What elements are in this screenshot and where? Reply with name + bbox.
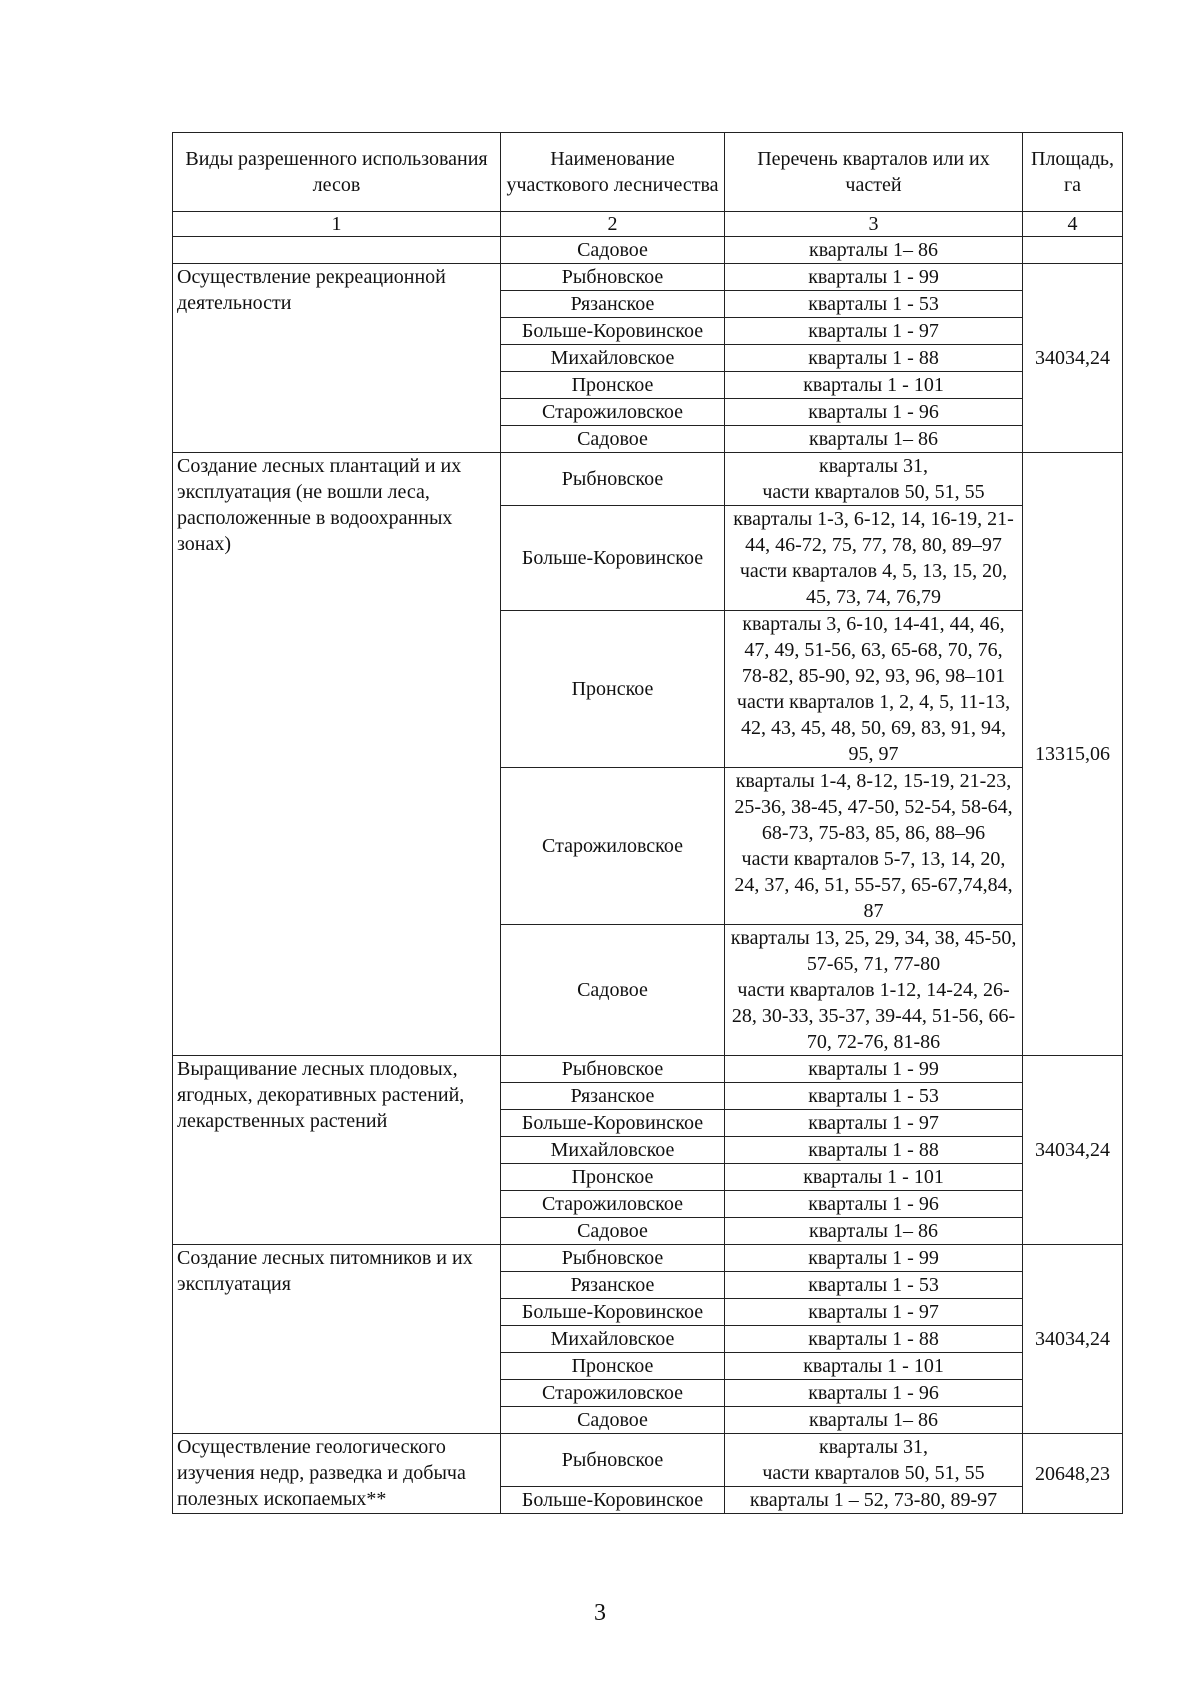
table-row [173,264,1123,291]
forestry-cell: Михайловское [501,1137,725,1164]
quarters-line: кварталы 1 - 99 [808,1247,939,1269]
quarters-line: кварталы 1 - 88 [808,1328,939,1350]
quarters-line: части кварталов 5-7, 13, 14, 20, 24, 37, 46, 51, 55-57, 65-67,74,84, 87 [734,848,1013,922]
table-row [173,1245,1123,1272]
quarters-line: части кварталов 1-12, 14-24, 26-28, 30-33, 35-37, 39-44, 51-56, 66-70, 72-76, 81-86 [731,979,1016,1053]
forestry-cell: Старожиловское [501,1380,725,1407]
column-number: 3 [725,212,1023,237]
forestry-cell: Рязанское [501,1083,725,1110]
quarters-line: части кварталов 1, 2, 4, 5, 11-13, 42, 43, 45, 48, 50, 69, 83, 91, 94, 95, 97 [736,691,1011,765]
quarters-cell [725,1191,1023,1218]
quarters-cell [725,925,1023,1056]
quarters-cell [725,1487,1023,1514]
quarters-cell [725,1056,1023,1083]
quarters-line: кварталы 1 - 99 [808,266,939,288]
quarters-cell [725,1353,1023,1380]
quarters-cell [725,453,1023,506]
quarters-cell [725,1218,1023,1245]
quarters-line: кварталы 1 - 97 [808,1112,939,1134]
quarters-cell [725,1380,1023,1407]
quarters-line: кварталы 1 - 101 [803,1355,944,1377]
forestry-cell: Старожиловское [501,768,725,925]
forestry-cell: Больше-Коровинское [501,1110,725,1137]
forestry-cell: Рыбновское [501,1056,725,1083]
column-number: 4 [1023,212,1123,237]
area-cell [1023,237,1123,264]
use-type-cell: Создание лесных питомников и их эксплуатация [173,1245,501,1434]
forestry-cell: Садовое [501,1407,725,1434]
quarters-cell [725,399,1023,426]
quarters-cell [725,1272,1023,1299]
column-number-row [173,212,1123,237]
quarters-line: кварталы 3, 6-10, 14-41, 44, 46, 47, 49, 51-56, 63, 65-68, 70, 76, 78-82, 85-90, 92, 93, 96, 98–101 [741,613,1006,687]
quarters-cell [725,291,1023,318]
forestry-cell: Рыбновское [501,1434,725,1487]
quarters-cell [725,1299,1023,1326]
forestry-cell: Старожиловское [501,1191,725,1218]
area-cell: 20648,23 [1023,1434,1123,1514]
quarters-line: кварталы 1 - 97 [808,320,939,342]
forestry-cell: Рыбновское [501,453,725,506]
quarters-line: кварталы 1 - 101 [803,1166,944,1188]
quarters-cell [725,611,1023,768]
use-type-cell: Выращивание лесных плодовых, ягодных, декоративных растений, лекарственных растений [173,1056,501,1245]
forestry-cell: Рыбновское [501,264,725,291]
forestry-cell: Михайловское [501,345,725,372]
quarters-cell [725,506,1023,611]
forestry-cell: Пронское [501,611,725,768]
quarters-line: кварталы 1 - 96 [808,1382,939,1404]
use-type-cell [173,237,501,264]
quarters-line: кварталы 1 – 52, 73-80, 89-97 [749,1489,998,1511]
forestry-cell: Больше-Коровинское [501,1487,725,1514]
forestry-cell: Михайловское [501,1326,725,1353]
quarters-cell [725,372,1023,399]
use-type-cell: Осуществление рекреационной деятельности [173,264,501,453]
forestry-cell: Рязанское [501,291,725,318]
header-row [173,133,1123,212]
column-number: 1 [173,212,501,237]
quarters-line: кварталы 1-4, 8-12, 15-19, 21-23, 25-36, 38-45, 47-50, 52-54, 58-64, 68-73, 75-83, 85, 86, 88–96 [734,770,1013,844]
quarters-cell [725,1407,1023,1434]
forestry-cell: Садовое [501,426,725,453]
quarters-cell [725,318,1023,345]
quarters-line: кварталы 1 - 53 [808,1085,939,1107]
area-cell: 34034,24 [1023,1245,1123,1434]
table-row [173,1056,1123,1083]
quarters-line: кварталы 1 - 53 [808,293,939,315]
forestry-cell: Пронское [501,372,725,399]
quarters-line: кварталы 1 - 96 [808,1193,939,1215]
forestry-cell: Пронское [501,1353,725,1380]
forestry-cell: Пронское [501,1164,725,1191]
area-cell: 13315,06 [1023,453,1123,1056]
column-number: 2 [501,212,725,237]
forestry-cell: Рязанское [501,1272,725,1299]
forestry-cell: Рыбновское [501,1245,725,1272]
continued-row [173,237,1123,264]
forestry-cell: Садовое [501,1218,725,1245]
quarters-cell: кварталы 1– 86 [725,237,1023,264]
forestry-cell: Старожиловское [501,399,725,426]
quarters-cell [725,1110,1023,1137]
quarters-cell [725,264,1023,291]
quarters-line: кварталы 31, [819,1436,928,1458]
forestry-cell: Больше-Коровинское [501,1299,725,1326]
quarters-line: кварталы 1 - 97 [808,1301,939,1323]
forestry-cell: Садовое [501,237,725,264]
page-number: 3 [594,1600,606,1626]
quarters-line: кварталы 13, 25, 29, 34, 38, 45-50, 57-65, 71, 77-80 [730,927,1017,975]
quarters-line: части кварталов 50, 51, 55 [762,481,985,503]
quarters-line: кварталы 1 - 96 [808,401,939,423]
quarters-line: кварталы 1 - 88 [808,1139,939,1161]
quarters-line: кварталы 31, [819,455,928,477]
use-type-cell: Осуществление геологического изучения недр, разведка и добыча полезных ископаемых** [173,1434,501,1514]
quarters-cell [725,768,1023,925]
table-row [173,1434,1123,1487]
quarters-line: кварталы 1 - 88 [808,347,939,369]
quarters-line: части кварталов 50, 51, 55 [762,1462,985,1484]
header-quarters-list: Перечень кварталов или их частей [725,133,1023,212]
quarters-line: части кварталов 4, 5, 13, 15, 20, 45, 73, 74, 76,79 [739,560,1008,608]
quarters-cell [725,1137,1023,1164]
forestry-cell: Больше-Коровинское [501,506,725,611]
quarters-line: кварталы 1-3, 6-12, 14, 16-19, 21-44, 46-72, 75, 77, 78, 80, 89–97 [733,508,1014,556]
forest-use-table [172,132,1123,1514]
quarters-cell [725,1164,1023,1191]
quarters-line: кварталы 1– 86 [809,1409,938,1431]
area-cell: 34034,24 [1023,264,1123,453]
quarters-cell [725,1434,1023,1487]
table-row [173,453,1123,506]
header-use-types: Виды разрешенного использования лесов [173,133,501,212]
quarters-line: кварталы 1– 86 [809,428,938,450]
quarters-cell [725,426,1023,453]
quarters-cell [725,1083,1023,1110]
forestry-cell: Садовое [501,925,725,1056]
quarters-cell [725,1245,1023,1272]
use-type-cell: Создание лесных плантаций и их эксплуатация (не вошли леса, расположенные в водоохранных зонах) [173,453,501,1056]
quarters-cell [725,1326,1023,1353]
quarters-line: кварталы 1 - 53 [808,1274,939,1296]
quarters-line: кварталы 1 - 99 [808,1058,939,1080]
header-forestry-name: Наименование участкового лесничества [501,133,725,212]
header-area: Площадь, га [1023,133,1123,212]
area-cell: 34034,24 [1023,1056,1123,1245]
quarters-cell [725,345,1023,372]
quarters-line: кварталы 1 - 101 [803,374,944,396]
quarters-line: кварталы 1– 86 [809,1220,938,1242]
forestry-cell: Больше-Коровинское [501,318,725,345]
